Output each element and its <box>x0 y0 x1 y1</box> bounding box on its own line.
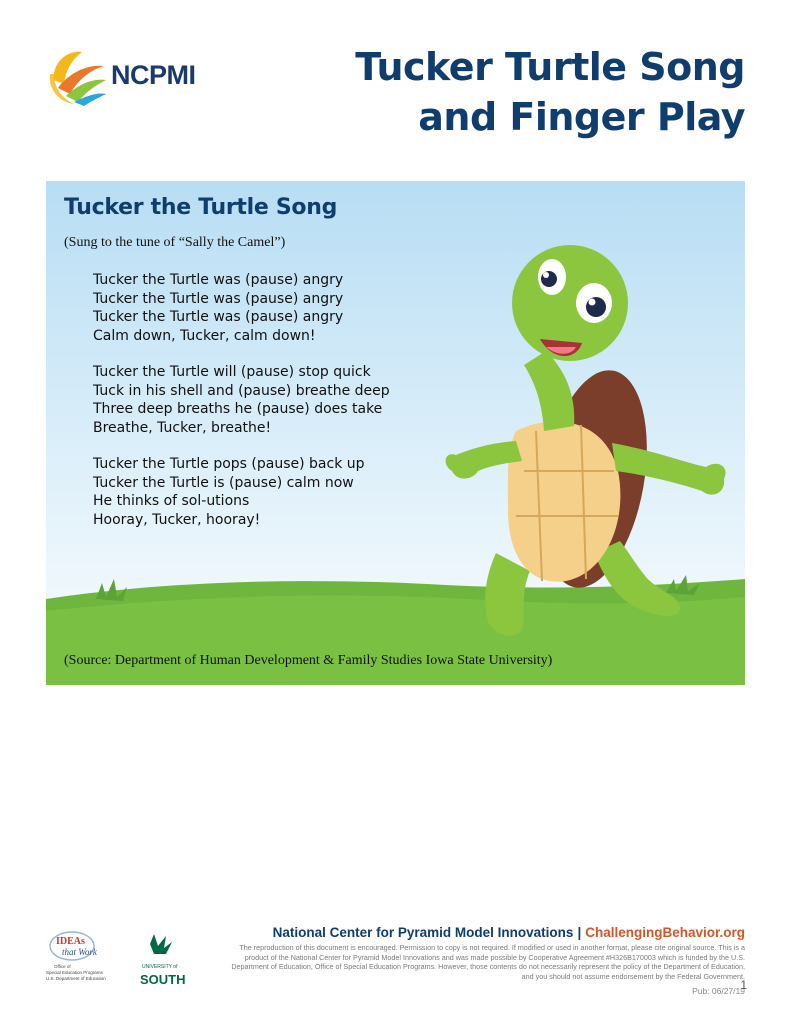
page-title <box>355 42 745 142</box>
stanza <box>93 363 390 437</box>
publication-date: Pub: 06/27/19 <box>692 986 745 997</box>
svg-text:Office of: Office of <box>54 964 71 969</box>
source-citation: (Source: Department of Human Development & Family Studies Iowa State University) <box>64 653 553 668</box>
footer <box>225 925 745 996</box>
song-panel <box>46 181 745 685</box>
svg-text:Special Education Programs: Special Education Programs <box>46 970 103 975</box>
lyric-line: Three deep breaths he (pause) does take <box>93 401 383 417</box>
usf-bull-icon <box>150 934 172 954</box>
lyric-line: Tucker the Turtle pops (pause) back up <box>93 456 365 472</box>
lyric-line: Tuck in his shell and (pause) breathe deep <box>93 382 390 399</box>
usf-text-small: UNIVERSITY of <box>142 964 178 970</box>
svg-text:that Work: that Work <box>62 947 97 957</box>
tune-note: (Sung to the tune of “Sally the Camel”) <box>64 235 286 250</box>
page-title-line1: Tucker Turtle Song <box>355 45 745 89</box>
website-link[interactable]: ChallengingBehavior.org <box>585 925 745 940</box>
org-name: National Center for Pyramid Model Innovations <box>272 925 574 940</box>
lyric-line: Hooray, Tucker, hooray! <box>93 511 261 528</box>
page-title-line2: and Finger Play <box>418 95 745 139</box>
lyric-line: Calm down, Tucker, calm down! <box>93 327 316 344</box>
svg-text:U.S. Department of Education: U.S. Department of Education <box>46 976 106 981</box>
footer-org-line <box>225 925 745 940</box>
lyric-line: Tucker the Turtle is (pause) calm now <box>93 474 354 491</box>
stanza <box>93 455 390 529</box>
lyric-line: He thinks of sol-utions <box>93 493 250 509</box>
song-lyrics <box>93 271 390 547</box>
ncpmi-logo-text: NCPMI <box>111 60 196 90</box>
lyric-line: Breathe, Tucker, breathe! <box>93 419 272 436</box>
song-title: Tucker the Turtle Song <box>64 195 338 220</box>
legal-notice: The reproduction of this document is encouraged. Permission to copy is not required. If modified or used in another format, please cite original source. This is a product of the National Center for Pyramid Model Innovations and was made possible by Cooperative Agreement #H326B170003 which is funded by the U.S. Department of Education, Office of Special Education Programs. However, those contents do not necessarily represent the policy of the Department of Education, and you should not assume endorsement by the Federal Government. <box>231 943 745 981</box>
lyric-line: Tucker the Turtle will (pause) stop quick <box>93 364 371 380</box>
usf-text-big: SOUTH <box>140 972 186 987</box>
lyric-line: Tucker the Turtle was (pause) angry <box>93 290 344 307</box>
page-number: 1 <box>740 978 747 992</box>
lyric-line: Tucker the Turtle was (pause) angry <box>93 272 344 288</box>
footer-separator: | <box>577 925 582 940</box>
stanza <box>93 271 390 345</box>
partner-logos <box>44 928 204 988</box>
lyric-line: Tucker the Turtle was (pause) angry <box>93 309 344 325</box>
ideas-logo-text: IDEAs <box>56 936 85 947</box>
